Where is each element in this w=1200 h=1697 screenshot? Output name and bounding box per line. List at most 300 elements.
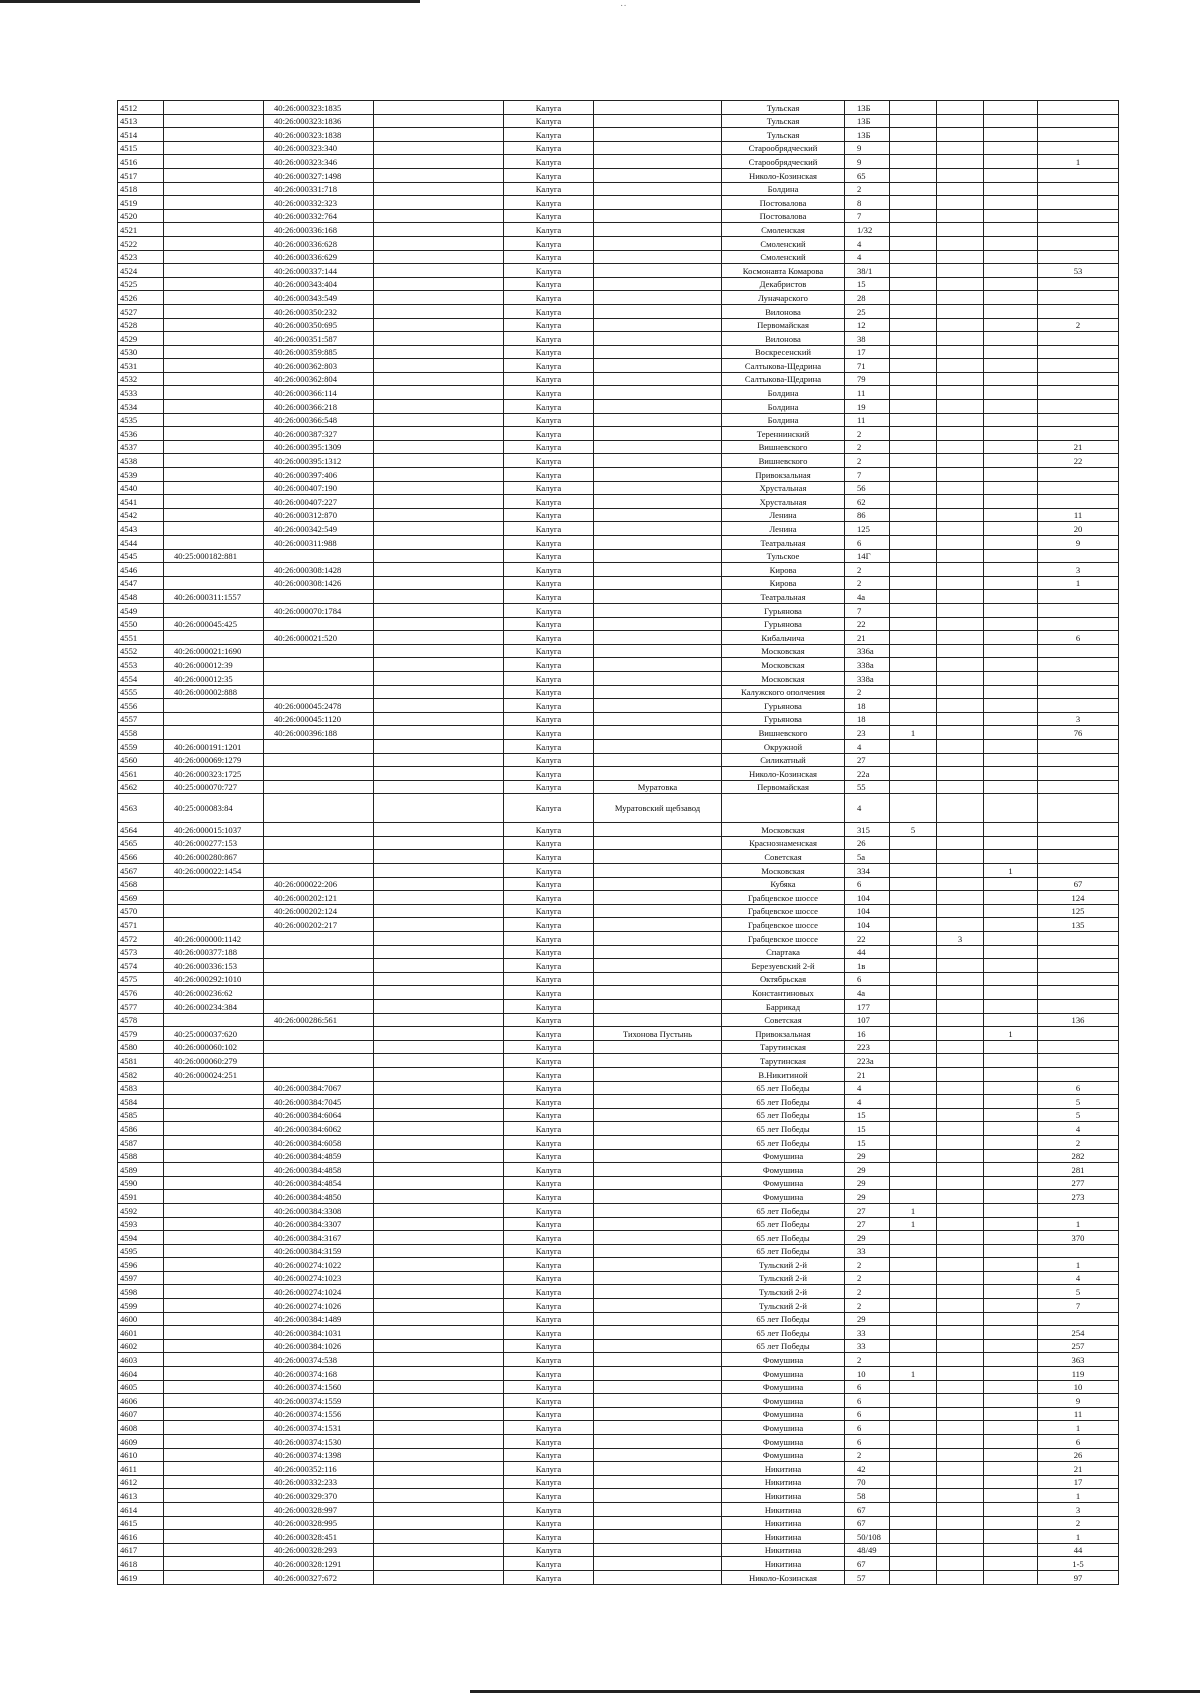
table-cell [890,304,937,318]
table-row [118,536,1119,550]
table-cell: 40:26:000407:190 [264,481,374,495]
table-cell: 13Б [845,128,890,142]
table-cell [164,223,264,237]
table-cell: 40:26:000384:3167 [264,1231,374,1245]
table-cell: 5а [845,850,890,864]
scan-edge-top [0,0,420,3]
table-cell: 44 [845,945,890,959]
table-cell [984,1271,1038,1285]
table-cell: 4555 [118,685,164,699]
table-cell [890,850,937,864]
table-cell: 4569 [118,891,164,905]
table-cell [890,427,937,441]
table-cell [890,658,937,672]
table-cell [594,726,722,740]
table-cell [264,836,374,850]
table-row [118,1367,1119,1381]
table-cell: 2 [1038,318,1119,332]
table-cell [264,658,374,672]
table-cell [937,986,984,1000]
table-cell [937,182,984,196]
table-cell [594,454,722,468]
table-cell: Березуевский 2-й [722,959,845,973]
table-cell [594,1462,722,1476]
table-cell: 4546 [118,563,164,577]
table-row [118,1081,1119,1095]
table-cell: 40:26:000328:1291 [264,1557,374,1571]
table-cell: 40:26:000012:35 [164,671,264,685]
table-cell: 4586 [118,1122,164,1136]
table-cell [890,250,937,264]
table-cell: 1 [1038,1421,1119,1435]
table-cell: 1 [1038,1217,1119,1231]
table-cell [594,114,722,128]
table-cell [374,959,504,973]
table-cell [374,699,504,713]
table-cell [984,1448,1038,1462]
table-cell [890,223,937,237]
table-cell [374,972,504,986]
table-cell: 10 [1038,1380,1119,1394]
table-cell [937,1475,984,1489]
table-cell: Никитина [722,1475,845,1489]
table-cell: 1 [1038,576,1119,590]
table-cell [594,250,722,264]
table-cell: 2 [845,685,890,699]
table-cell [164,372,264,386]
table-row [118,141,1119,155]
table-row [118,836,1119,850]
table-cell [937,209,984,223]
table-row [118,576,1119,590]
table-cell [264,767,374,781]
table-cell [937,454,984,468]
table-cell [374,196,504,210]
table-cell [594,413,722,427]
table-row [118,726,1119,740]
table-cell: 4565 [118,836,164,850]
table-cell [1038,101,1119,115]
table-cell [164,440,264,454]
table-cell: Николо-Козинская [722,767,845,781]
table-cell [594,590,722,604]
table-cell [594,304,722,318]
table-cell: Калуга [504,726,594,740]
table-row [118,101,1119,115]
table-cell: 40:26:000343:404 [264,277,374,291]
table-cell: 1в [845,959,890,973]
table-cell: 4607 [118,1407,164,1421]
table-row [118,1353,1119,1367]
table-cell: 7 [845,468,890,482]
table-cell [984,739,1038,753]
table-cell [164,304,264,318]
table-cell: 40:26:000202:121 [264,891,374,905]
table-cell [264,1054,374,1068]
table-cell [984,1299,1038,1313]
table-cell: 4 [845,1095,890,1109]
table-cell: Калуга [504,468,594,482]
table-cell: 40:26:000323:1835 [264,101,374,115]
table-cell: Спартака [722,945,845,959]
table-cell [937,1244,984,1258]
table-cell: 4564 [118,823,164,837]
table-cell: 4560 [118,753,164,767]
table-cell [164,1557,264,1571]
table-cell [984,291,1038,305]
table-cell [890,508,937,522]
table-cell [1038,196,1119,210]
table-cell [1038,767,1119,781]
table-cell: 9 [1038,1394,1119,1408]
table-cell [374,1570,504,1584]
table-cell: 4613 [118,1489,164,1503]
table-cell: 22 [1038,454,1119,468]
table-cell [890,1475,937,1489]
table-cell: 40:26:000311:988 [264,536,374,550]
table-cell [937,726,984,740]
table-cell: Калуга [504,1530,594,1544]
table-cell [937,372,984,386]
table-cell: 4551 [118,631,164,645]
table-cell [594,1013,722,1027]
table-cell: 4549 [118,603,164,617]
table-cell [984,495,1038,509]
table-cell: 16 [845,1027,890,1041]
table-row [118,522,1119,536]
table-cell [984,1462,1038,1476]
table-cell [374,372,504,386]
table-cell [594,904,722,918]
table-cell [1038,1203,1119,1217]
table-cell [164,359,264,373]
table-cell: 13Б [845,101,890,115]
table-cell: 5 [890,823,937,837]
table-cell [374,440,504,454]
table-cell [984,168,1038,182]
table-cell: Никитина [722,1543,845,1557]
table-cell: 4541 [118,495,164,509]
table-cell: Калуга [504,712,594,726]
table-cell: 65 лет Победы [722,1312,845,1326]
table-cell [890,1176,937,1190]
table-cell [937,972,984,986]
table-cell [1038,1244,1119,1258]
table-cell [937,1339,984,1353]
table-cell [984,1013,1038,1027]
table-cell [937,101,984,115]
table-cell [594,1285,722,1299]
table-cell [594,1000,722,1014]
table-cell [594,522,722,536]
table-cell: Калуга [504,563,594,577]
table-cell: 4532 [118,372,164,386]
table-cell [594,508,722,522]
table-cell [594,617,722,631]
table-cell: Калуга [504,1027,594,1041]
table-cell [164,481,264,495]
table-cell [374,712,504,726]
table-cell [937,508,984,522]
table-row [118,250,1119,264]
table-cell: Никитина [722,1502,845,1516]
table-cell [890,536,937,550]
table-row [118,1339,1119,1353]
table-cell [890,1312,937,1326]
table-cell [594,155,722,169]
table-cell [890,864,937,878]
table-cell [594,1108,722,1122]
table-cell [937,481,984,495]
table-cell: 29 [845,1231,890,1245]
table-cell [937,1271,984,1285]
table-cell [984,1108,1038,1122]
table-cell: 29 [845,1149,890,1163]
table-cell [164,1271,264,1285]
table-cell [890,1095,937,1109]
table-cell: Калуга [504,1067,594,1081]
table-cell: 40:26:000202:124 [264,904,374,918]
table-cell: Первомайская [722,318,845,332]
table-row [118,508,1119,522]
table-cell [164,1135,264,1149]
table-cell [374,932,504,946]
table-cell [374,986,504,1000]
table-cell: Калуга [504,644,594,658]
table-cell [984,1000,1038,1014]
table-cell: Московская [722,644,845,658]
table-cell [594,332,722,346]
table-cell: Калуга [504,986,594,1000]
table-cell: Привокзальная [722,468,845,482]
table-cell: 40:26:000350:232 [264,304,374,318]
table-cell [890,1326,937,1340]
table-cell [984,1054,1038,1068]
table-cell [984,891,1038,905]
table-cell [937,1108,984,1122]
table-cell [164,563,264,577]
table-cell [937,277,984,291]
table-cell [374,891,504,905]
table-cell: Калуга [504,332,594,346]
table-cell [890,877,937,891]
table-cell: Фомушина [722,1190,845,1204]
table-cell [374,631,504,645]
table-cell [164,1448,264,1462]
table-cell [594,1135,722,1149]
table-cell: 40:26:000045:425 [164,617,264,631]
table-row [118,631,1119,645]
table-cell [890,712,937,726]
table-row [118,617,1119,631]
table-cell: 5 [1038,1095,1119,1109]
table-cell: 18 [845,712,890,726]
table-cell [594,386,722,400]
table-cell [264,823,374,837]
table-cell: 40:26:000384:6058 [264,1135,374,1149]
table-cell: 4552 [118,644,164,658]
table-cell [594,1081,722,1095]
table-cell: 104 [845,891,890,905]
table-cell: Калуга [504,1312,594,1326]
table-cell: 4588 [118,1149,164,1163]
table-cell: 4515 [118,141,164,155]
table-cell: 40:26:000377:188 [164,945,264,959]
table-cell [890,1448,937,1462]
table-cell: 4600 [118,1312,164,1326]
table-cell: Тихонова Пустынь [594,1027,722,1041]
table-cell [984,400,1038,414]
table-cell [164,877,264,891]
table-cell: 2 [1038,1135,1119,1149]
table-cell: Николо-Козинская [722,168,845,182]
table-cell [722,794,845,823]
table-cell: 281 [1038,1163,1119,1177]
table-cell: 257 [1038,1339,1119,1353]
table-cell: 40:26:000351:587 [264,332,374,346]
table-cell [890,481,937,495]
table-cell [594,1176,722,1190]
table-cell: 40:26:000323:346 [264,155,374,169]
table-cell [374,671,504,685]
table-cell [937,658,984,672]
table-cell: 4519 [118,196,164,210]
table-cell: 315 [845,823,890,837]
table-cell [937,1435,984,1449]
table-row [118,114,1119,128]
table-cell [937,168,984,182]
table-cell: 65 [845,168,890,182]
table-cell: 4522 [118,236,164,250]
table-row [118,413,1119,427]
table-cell [937,427,984,441]
table-cell: 5 [1038,1285,1119,1299]
table-cell [937,1557,984,1571]
table-cell: 79 [845,372,890,386]
table-cell [164,277,264,291]
table-cell [890,1190,937,1204]
table-cell: 40:26:000274:1023 [264,1271,374,1285]
table-cell: 65 лет Победы [722,1122,845,1136]
table-cell [890,671,937,685]
table-cell: Калуга [504,972,594,986]
table-cell: 40:26:000374:1560 [264,1380,374,1394]
table-cell: 4 [845,1081,890,1095]
table-cell: 4526 [118,291,164,305]
table-cell: Калуга [504,1135,594,1149]
table-cell [890,332,937,346]
table-cell [984,685,1038,699]
table-cell: 65 лет Победы [722,1244,845,1258]
table-cell [1038,481,1119,495]
table-cell [594,945,722,959]
table-cell [890,576,937,590]
table-cell [374,318,504,332]
table-cell: 40:26:000337:144 [264,264,374,278]
table-cell [164,1190,264,1204]
table-cell [890,141,937,155]
table-cell [937,155,984,169]
table-cell [1038,671,1119,685]
table-cell: Кубяка [722,877,845,891]
table-cell [1038,250,1119,264]
table-cell [374,726,504,740]
table-row [118,372,1119,386]
table-cell: 38/1 [845,264,890,278]
table-cell [937,563,984,577]
table-cell: 10 [845,1367,890,1381]
table-cell: Привокзальная [722,1027,845,1041]
table-cell [984,114,1038,128]
table-cell [374,1244,504,1258]
table-row [118,563,1119,577]
table-cell [164,454,264,468]
table-cell [937,794,984,823]
table-cell [594,712,722,726]
table-cell: 40:26:000045:1120 [264,712,374,726]
table-cell [164,712,264,726]
table-cell: Калужского ополчения [722,685,845,699]
table-cell: 40:26:000022:206 [264,877,374,891]
table-cell: Калуга [504,495,594,509]
table-cell: 4550 [118,617,164,631]
table-cell: 15 [845,277,890,291]
table-cell [594,850,722,864]
table-cell [937,753,984,767]
table-cell: 370 [1038,1231,1119,1245]
table-cell [890,1040,937,1054]
table-cell: Калуга [504,1435,594,1449]
table-row [118,481,1119,495]
table-cell [164,1326,264,1340]
table-cell: 38 [845,332,890,346]
table-cell: Болдина [722,182,845,196]
table-cell [264,590,374,604]
table-cell: Калуга [504,141,594,155]
table-cell [937,712,984,726]
table-cell [890,945,937,959]
table-cell [594,1489,722,1503]
table-cell: Калуга [504,1475,594,1489]
table-cell: Калуга [504,182,594,196]
table-cell [164,468,264,482]
table-cell [164,1244,264,1258]
table-cell: Грабцевское шоссе [722,904,845,918]
table-cell: 40:26:000234:384 [164,1000,264,1014]
table-cell: 1-5 [1038,1557,1119,1571]
table-cell [594,932,722,946]
table-cell: Старообрядческий [722,141,845,155]
table-cell: Тарутинская [722,1054,845,1068]
table-cell: 4576 [118,986,164,1000]
table-cell: 40:26:000323:340 [264,141,374,155]
table-cell: 4606 [118,1394,164,1408]
table-row [118,1502,1119,1516]
table-cell [937,413,984,427]
table-row [118,1570,1119,1584]
table-cell: 40:26:000384:4859 [264,1149,374,1163]
table-cell: 40:26:000384:4850 [264,1190,374,1204]
table-cell: 40:26:000328:995 [264,1516,374,1530]
table-cell [890,1570,937,1584]
table-cell: 4619 [118,1570,164,1584]
table-cell [937,318,984,332]
table-cell: Калуга [504,291,594,305]
table-cell [937,1163,984,1177]
table-cell: Тульское [722,549,845,563]
table-cell [374,386,504,400]
table-row [118,753,1119,767]
